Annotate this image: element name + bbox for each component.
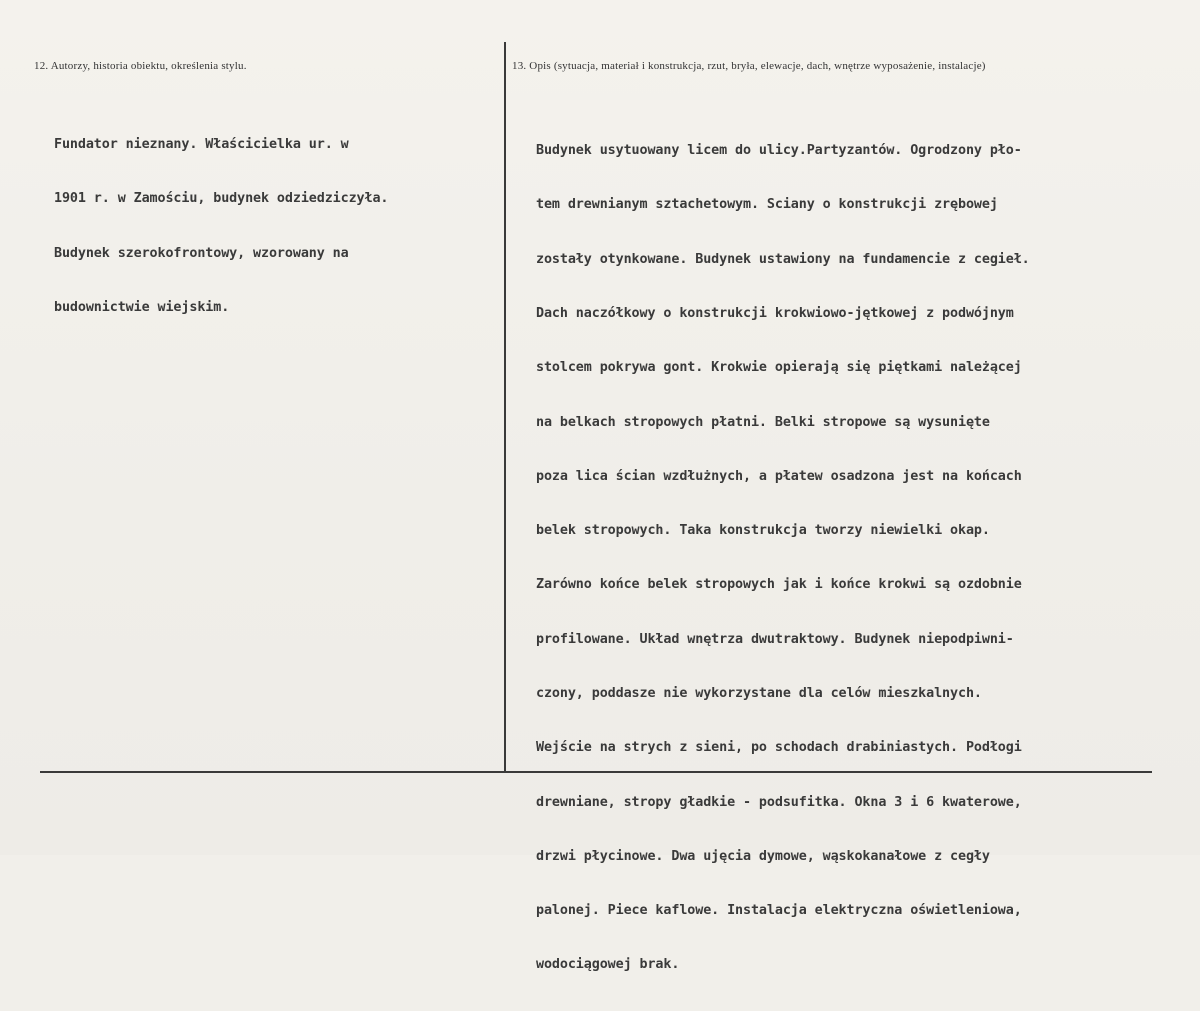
field-13-typed-text: [536, 106, 1030, 1011]
typed-line: 1901 r. w Zamościu, budynek odziedziczyła.: [54, 191, 389, 207]
typed-line: na belkach stropowych płatni. Belki stropowe są wysunięte: [536, 414, 990, 430]
typed-line: Budynek szerokofrontowy, wzorowany na: [54, 245, 349, 261]
typed-line: palonej. Piece kaflowe. Instalacja elektryczna oświetleniowa,: [536, 903, 1022, 919]
typed-line: Fundator nieznany. Właścicielka ur. w: [54, 137, 349, 153]
field-13-header: 13. Opis (sytuacja, materiał i konstrukcja, rzut, bryła, elewacje, dach, wnętrze wyposażenie, instalacje): [512, 60, 986, 72]
typed-line: wodociągowej brak.: [536, 957, 680, 973]
typed-line: poza lica ścian wzdłużnych, a płatew osadzona jest na końcach: [536, 468, 1022, 484]
typed-line: zostały otynkowane. Budynek ustawiony na fundamencie z cegieł.: [536, 251, 1030, 267]
field-12-typed-text: [54, 100, 388, 353]
typed-line: drewniane, stropy gładkie - podsufitka. Okna 3 i 6 kwaterowe,: [536, 794, 1022, 810]
typed-line: Wejście na strych z sieni, po schodach drabiniastych. Podłogi: [536, 740, 1022, 756]
typed-line: drzwi płycinowe. Dwa ujęcia dymowe, wąskokanałowe z cegły: [536, 848, 990, 864]
column-divider: [504, 42, 506, 772]
typed-line: Dach naczółkowy o konstrukcji krokwiowo-jętkowej z podwójnym: [536, 306, 1014, 322]
typed-line: stolcem pokrywa gont. Krokwie opierają się piętkami należącej: [536, 360, 1022, 376]
typed-line: tem drewnianym sztachetowym. Sciany o konstrukcji zrębowej: [536, 197, 998, 213]
typed-line: budownictwie wiejskim.: [54, 300, 230, 316]
field-12-header: 12. Autorzy, historia obiektu, określenia stylu.: [34, 60, 247, 72]
typed-line: czony, poddasze nie wykorzystane dla celów mieszkalnych.: [536, 686, 982, 701]
typed-line: Zarówno końce belek stropowych jak i końce krokwi są ozdobnie: [536, 577, 1022, 593]
typed-line: profilowane. Układ wnętrza dwutraktowy. Budynek niepodpiwni-: [536, 631, 1014, 647]
typed-line: Budynek usytuowany licem do ulicy.Partyzantów. Ogrodzony pło-: [536, 143, 1022, 159]
typed-line: belek stropowych. Taka konstrukcja tworzy niewielki okap.: [536, 523, 990, 539]
